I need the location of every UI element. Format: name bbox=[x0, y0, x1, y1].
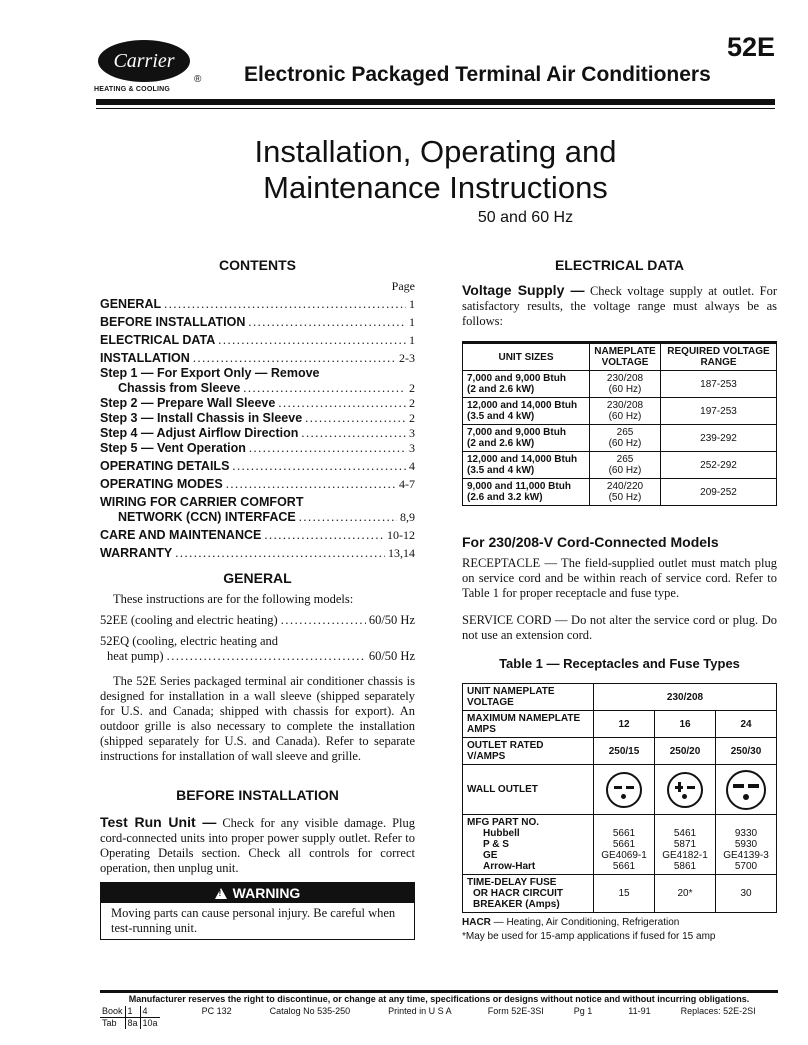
wall-outlet-3 bbox=[716, 765, 777, 815]
outlet-rating-3: 250/30 bbox=[716, 738, 777, 765]
voltage-table-row bbox=[463, 479, 777, 506]
frequency-subtitle: 50 and 60 Hz bbox=[477, 209, 574, 226]
toc-entry-page: 1 bbox=[409, 297, 415, 311]
hacr-note: HACR — Heating, Air Conditioning, Refrigeration bbox=[462, 917, 680, 928]
nameplate-voltage: 240/220 (50 Hz) bbox=[590, 479, 661, 506]
toc-entry-label: Step 2 — Prepare Wall Sleeve bbox=[100, 396, 276, 410]
fuse-1: 15 bbox=[594, 875, 655, 913]
toc-entry-label: Step 4 — Adjust Airflow Direction bbox=[100, 426, 299, 440]
nameplate-voltage: 230/208 (60 Hz) bbox=[590, 398, 661, 425]
toc-entry-label: WARRANTY bbox=[100, 546, 173, 560]
toc-entry bbox=[100, 546, 415, 561]
warning-header bbox=[101, 883, 414, 903]
contents-page-label: Page bbox=[391, 279, 415, 293]
toc-entry bbox=[100, 366, 415, 381]
table1-section bbox=[462, 656, 777, 942]
footer-printed: Printed in U S A bbox=[388, 1006, 452, 1016]
toc-entry-page: 3 bbox=[409, 441, 415, 455]
voltage-range: 187-253 bbox=[661, 371, 777, 398]
toc-entry-page: 1 bbox=[409, 315, 415, 329]
unit-size: 12,000 and 14,000 Btuh (3.5 and 4 kW) bbox=[463, 398, 590, 425]
book-tab-grid bbox=[100, 1006, 160, 1029]
fuse-3: 30 bbox=[716, 875, 777, 913]
toc-entry-page: 8,9 bbox=[400, 510, 415, 524]
voltage-supply-paragraph bbox=[462, 283, 777, 329]
contents-heading: CONTENTS bbox=[219, 257, 296, 273]
toc-entry-page: 2 bbox=[409, 381, 415, 395]
book-label: Book bbox=[100, 1006, 125, 1018]
toc-entry-label: Step 3 — Install Chassis in Sleeve bbox=[100, 411, 303, 425]
wall-outlet-label: WALL OUTLET bbox=[463, 765, 594, 815]
model-number: 52E bbox=[726, 32, 775, 62]
contents-list bbox=[100, 297, 415, 561]
fuse-2: 20* bbox=[655, 875, 716, 913]
toc-entry-label: GENERAL bbox=[100, 297, 162, 311]
toc-entry-label: OPERATING DETAILS bbox=[100, 459, 230, 473]
toc-entry bbox=[100, 477, 415, 492]
nameplate-voltage: 230/208 (60 Hz) bbox=[590, 371, 661, 398]
document-title-line2: Maintenance Instructions bbox=[263, 170, 608, 205]
mfg-parts-col1: 5661 5661 GE4069-1 5661 bbox=[594, 815, 655, 875]
service-cord-paragraph: SERVICE CORD — Do not alter the service cord or plug. Do not use an extension cord. bbox=[462, 613, 777, 642]
toc-entry-page: 2 bbox=[409, 411, 415, 425]
footer-notice: Manufacturer reserves the right to discontinue, or change at any time, specifications or designs without notice and without incurring obligations. bbox=[128, 994, 750, 1004]
voltage-table-row bbox=[463, 371, 777, 398]
model-52eq-value: 60/50 Hz bbox=[368, 649, 415, 663]
outlet-250-20-icon bbox=[667, 772, 703, 808]
model-52eq-line1: 52EQ (cooling, electric heating and bbox=[100, 634, 279, 648]
footer-meta bbox=[100, 1006, 778, 1029]
toc-entry bbox=[100, 495, 415, 510]
model-52eq-label: heat pump) bbox=[107, 649, 164, 663]
unit-size: 12,000 and 14,000 Btuh (3.5 and 4 kW) bbox=[463, 452, 590, 479]
toc-entry-page: 3 bbox=[409, 426, 415, 440]
receptacle-paragraph: RECEPTACLE — The field-supplied outlet must match plug on service cord and be within reach of service cord. Refer to Table 1 for proper receptacle and fuse type. bbox=[462, 556, 777, 600]
voltage-supply-heading: Voltage Supply — bbox=[462, 282, 585, 298]
outlet-250-15-icon bbox=[606, 772, 642, 808]
wall-outlet-2 bbox=[655, 765, 716, 815]
max-amps-12: 12 bbox=[594, 711, 655, 738]
toc-entry-label: WIRING FOR CARRIER COMFORT bbox=[100, 495, 304, 509]
outlet-250-30-icon bbox=[726, 770, 766, 810]
toc-entry bbox=[100, 333, 415, 348]
toc-entry-page: 2 bbox=[409, 396, 415, 410]
voltage-range: 197-253 bbox=[661, 398, 777, 425]
unit-size: 7,000 and 9,000 Btuh (2 and 2.6 kW) bbox=[463, 425, 590, 452]
warning-box bbox=[100, 882, 415, 940]
product-title: Electronic Packaged Terminal Air Conditioners bbox=[244, 63, 711, 86]
test-run-heading: Test Run Unit — bbox=[100, 814, 217, 830]
test-run-paragraph bbox=[100, 815, 415, 876]
nameplate-voltage: 265 (60 Hz) bbox=[590, 452, 661, 479]
warning-title: WARNING bbox=[232, 885, 301, 901]
toc-entry bbox=[100, 351, 415, 366]
voltage-table-header-range: REQUIRED VOLTAGE RANGE bbox=[661, 343, 777, 371]
brand-subtitle: HEATING & COOLING bbox=[94, 86, 170, 93]
tab-label: Tab bbox=[102, 1018, 117, 1028]
general-intro: These instructions are for the following models: bbox=[113, 592, 354, 606]
carrier-logo bbox=[94, 40, 202, 93]
cord-models-heading: For 230/208-V Cord-Connected Models bbox=[462, 534, 719, 550]
toc-entry bbox=[100, 426, 415, 441]
before-installation-section bbox=[100, 787, 415, 876]
toc-entry bbox=[100, 510, 415, 525]
outlet-rated-label: OUTLET RATED V/AMPS bbox=[463, 738, 594, 765]
nameplate-voltage: 265 (60 Hz) bbox=[590, 425, 661, 452]
general-heading: GENERAL bbox=[223, 570, 292, 586]
outlet-rating-2: 250/20 bbox=[655, 738, 716, 765]
footer-pc: PC 132 bbox=[201, 1006, 232, 1016]
toc-entry-label: ELECTRICAL DATA bbox=[100, 333, 216, 347]
book-val-2: 4 bbox=[140, 1006, 160, 1018]
voltage-table-row bbox=[463, 425, 777, 452]
fuse-footnote: *May be used for 15-amp applications if fused for 15 amp bbox=[462, 931, 716, 942]
toc-entry-page: 10-12 bbox=[387, 528, 415, 542]
voltage-range: 239-292 bbox=[661, 425, 777, 452]
voltage-table-header-nameplate: NAMEPLATE VOLTAGE bbox=[590, 343, 661, 371]
header-rule bbox=[96, 99, 775, 105]
toc-entry-label: INSTALLATION bbox=[100, 351, 190, 365]
tab-val-1: 8a bbox=[125, 1018, 140, 1030]
max-amps-16: 16 bbox=[655, 711, 716, 738]
toc-entry bbox=[100, 459, 415, 474]
mfg-parts-col2: 5461 5871 GE4182-1 5861 bbox=[655, 815, 716, 875]
mfg-parts-col3: 9330 5930 GE4139-3 5700 bbox=[716, 815, 777, 875]
general-section bbox=[100, 570, 415, 764]
warning-text: Moving parts can cause personal injury. Be careful when test-running unit. bbox=[111, 906, 396, 935]
toc-entry-label: Chassis from Sleeve bbox=[118, 381, 241, 395]
contents-section bbox=[100, 257, 415, 561]
footer-replaces: Replaces: 52E-2SI bbox=[680, 1006, 756, 1016]
toc-entry bbox=[100, 297, 415, 312]
general-paragraph: The 52E Series packaged terminal air conditioner chassis is designed for installation in a wall sleeve (shipped separately for U.S. and Canada; shipped with chassis for export). An outdoor grille is also necessary to complete the installation (shipped separately for U.S. and Canada). Refer to separate instructions for installation of wall sleeve and grille. bbox=[100, 674, 415, 763]
max-amps-24: 24 bbox=[716, 711, 777, 738]
footer-date: 11-91 bbox=[628, 1006, 651, 1016]
toc-entry bbox=[100, 381, 415, 396]
before-installation-heading: BEFORE INSTALLATION bbox=[176, 787, 339, 803]
voltage-table-row bbox=[463, 398, 777, 425]
test-run-text: Check for any visible damage. Plug cord-connected units into proper power supply outlet. Refer to Operating Details section. Check all controls for correct operation, then unplug unit. bbox=[100, 816, 415, 875]
tab-val-2: 10a bbox=[140, 1018, 160, 1030]
footer-rule bbox=[100, 990, 778, 993]
model-52ee-value: 60/50 Hz bbox=[368, 613, 415, 627]
nameplate-voltage-value: 230/208 bbox=[594, 684, 777, 711]
registered-mark: ® bbox=[194, 74, 202, 85]
footer-form: Form 52E-3SI bbox=[487, 1006, 544, 1016]
toc-entry bbox=[100, 411, 415, 426]
warning-icon bbox=[215, 888, 227, 899]
receptacle-table bbox=[462, 683, 777, 913]
toc-entry-label: CARE AND MAINTENANCE bbox=[100, 528, 262, 542]
toc-entry bbox=[100, 528, 415, 543]
electrical-section bbox=[462, 257, 777, 643]
outlet-rating-1: 250/15 bbox=[594, 738, 655, 765]
toc-entry-label: NETWORK (CCN) INTERFACE bbox=[118, 510, 296, 524]
toc-entry bbox=[100, 441, 415, 456]
voltage-supply-text: Check voltage supply at outlet. For satisfactory results, the voltage range must always be as follows: bbox=[462, 284, 777, 328]
book-val-1: 1 bbox=[125, 1006, 140, 1018]
toc-entry bbox=[100, 396, 415, 411]
unit-size: 9,000 and 11,000 Btuh (2.6 and 3.2 kW) bbox=[463, 479, 590, 506]
toc-entry-page: 4-7 bbox=[399, 477, 415, 491]
electrical-heading: ELECTRICAL DATA bbox=[554, 257, 685, 273]
max-amps-label: MAXIMUM NAMEPLATE AMPS bbox=[463, 711, 594, 738]
brand-oval: Carrier bbox=[98, 40, 190, 82]
toc-entry-label: Step 5 — Vent Operation bbox=[100, 441, 246, 455]
voltage-table-row bbox=[463, 452, 777, 479]
voltage-table-header-sizes: UNIT SIZES bbox=[463, 343, 590, 371]
wall-outlet-1 bbox=[594, 765, 655, 815]
document-title-line1: Installation, Operating and bbox=[254, 134, 617, 169]
nameplate-voltage-label: UNIT NAMEPLATE VOLTAGE bbox=[463, 684, 594, 711]
footer-page: Pg 1 bbox=[573, 1006, 593, 1016]
toc-entry-label: Step 1 — For Export Only — Remove bbox=[100, 366, 320, 380]
model-52ee-label: 52EE (cooling and electric heating) bbox=[100, 613, 278, 627]
toc-entry-page: 1 bbox=[409, 333, 415, 347]
toc-entry-page: 2-3 bbox=[399, 351, 415, 365]
toc-entry-page: 13,14 bbox=[388, 546, 415, 560]
voltage-range: 209-252 bbox=[661, 479, 777, 506]
toc-entry-label: OPERATING MODES bbox=[100, 477, 223, 491]
unit-size: 7,000 and 9,000 Btuh (2 and 2.6 kW) bbox=[463, 371, 590, 398]
model-52ee bbox=[100, 613, 415, 628]
toc-entry-label: BEFORE INSTALLATION bbox=[100, 315, 246, 329]
model-52eq bbox=[100, 649, 415, 664]
header-rule-thin bbox=[96, 108, 775, 109]
voltage-range: 252-292 bbox=[661, 452, 777, 479]
fuse-label: TIME-DELAY FUSE OR HACR CIRCUIT BREAKER (Amps) bbox=[463, 875, 594, 913]
voltage-table bbox=[462, 341, 777, 506]
toc-entry bbox=[100, 315, 415, 330]
footer-catalog: Catalog No 535-250 bbox=[269, 1006, 351, 1016]
toc-entry-page: 4 bbox=[409, 459, 415, 473]
table1-title: Table 1 — Receptacles and Fuse Types bbox=[499, 656, 740, 671]
mfg-part-label: MFG PART NO. Hubbell P & S GE Arrow-Hart bbox=[463, 815, 594, 875]
